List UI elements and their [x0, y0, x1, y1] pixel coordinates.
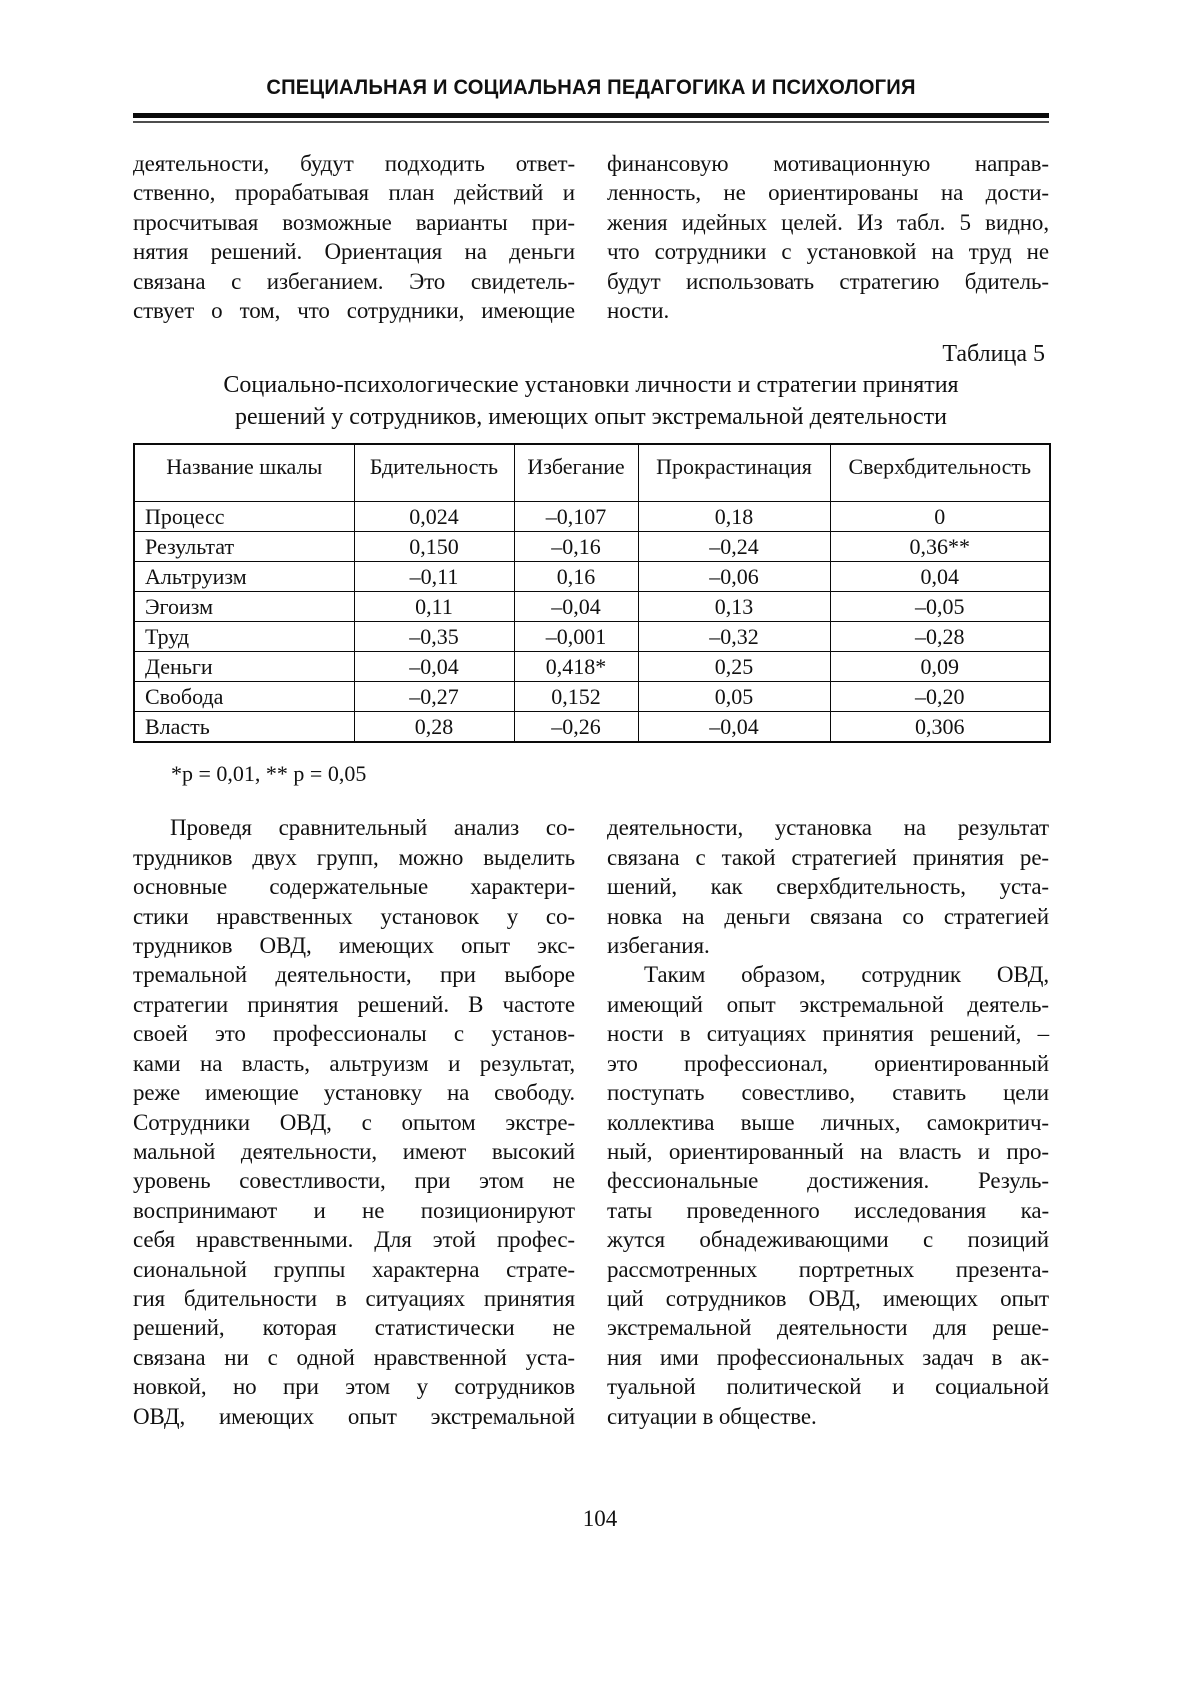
text-line: ОВД, имеющих опыт экстремальной: [133, 1403, 575, 1429]
table-cell-value: 0,024: [354, 502, 514, 532]
text-line: финансовую мотивационную направ-: [607, 151, 1049, 176]
text-line: стики нравственных установок у со-: [133, 903, 575, 929]
body-right-column: [607, 813, 1049, 1431]
text-line: нятия решений. Ориентация на деньги: [133, 239, 575, 265]
text-line: имеющий опыт экстремальной деятель-: [607, 991, 1049, 1017]
table-cell-value: 0,16: [514, 562, 638, 592]
table-cell-scale-name: Деньги: [134, 652, 354, 682]
text-line: это профессионал, ориентированный: [607, 1050, 1049, 1076]
text-line: ситуации в обществе.: [607, 1403, 817, 1429]
table-cell-value: –0,107: [514, 502, 638, 532]
table-row: [134, 622, 1050, 652]
intro-right-column: [607, 149, 1049, 325]
table-cell-value: –0,28: [830, 622, 1050, 652]
text-line: экстремальной деятельности для реше-: [607, 1315, 1049, 1341]
table-cell-value: 0,418*: [514, 652, 638, 682]
table-header-cell: Прокрастинация: [638, 444, 830, 502]
table-cell-scale-name: Власть: [134, 712, 354, 743]
text-line: себя нравственными. Для этой профес-: [133, 1227, 575, 1253]
text-line: фессиональные достижения. Резуль-: [607, 1168, 1049, 1194]
table-cell-value: –0,27: [354, 682, 514, 712]
text-line: трудников двух групп, можно выделить: [133, 844, 575, 870]
table-cell-value: –0,04: [638, 712, 830, 743]
text-line: будут использовать стратегию бдитель-: [607, 268, 1049, 294]
text-line: таты проведенного исследования ка-: [607, 1197, 1049, 1223]
text-line: тремальной деятельности, при выборе: [133, 962, 575, 988]
table-cell-value: 0,25: [638, 652, 830, 682]
table-header-cell: Название шкалы: [134, 444, 354, 502]
text-line: воспринимают и не позиционируют: [133, 1197, 575, 1223]
text-line: деятельности, установка на результат: [607, 815, 1049, 841]
table-cell-value: –0,11: [354, 562, 514, 592]
table-header-cell: Сверхбдительность: [830, 444, 1050, 502]
page-content: [133, 0, 1049, 1431]
text-line: ций сотрудников ОВД, имеющих опыт: [607, 1285, 1049, 1311]
table-header-cell: Бдительность: [354, 444, 514, 502]
table-cell-value: –0,001: [514, 622, 638, 652]
text-line: мальной деятельности, имеют высокий: [133, 1138, 575, 1164]
text-line: избегания.: [607, 933, 710, 959]
table-head: [134, 444, 1050, 502]
text-line: связана ни с одной нравственной уста-: [133, 1344, 575, 1370]
table-cell-value: –0,35: [354, 622, 514, 652]
text-line: поступать совестливо, ставить цели: [607, 1080, 1049, 1106]
text-line: реже имеющие установку на свободу.: [133, 1080, 575, 1106]
text-line: ками на власть, альтруизм и результат,: [133, 1050, 575, 1076]
table-row: [134, 562, 1050, 592]
intro-left-column: [133, 149, 575, 325]
table-cell-value: –0,20: [830, 682, 1050, 712]
text-line: просчитывая возможные варианты при-: [133, 209, 575, 235]
table-row: [134, 652, 1050, 682]
table-cell-value: 0,152: [514, 682, 638, 712]
table-cell-value: –0,24: [638, 532, 830, 562]
table-row: [134, 502, 1050, 532]
correlation-table: [133, 443, 1051, 743]
table-cell-scale-name: Свобода: [134, 682, 354, 712]
table-title-line-2: решений у сотрудников, имеющих опыт экстремальной деятельности: [234, 404, 947, 431]
text-line: своей это профессионалы с установ-: [133, 1021, 575, 1047]
text-line: трудников ОВД, имеющих опыт экс-: [133, 933, 575, 959]
table-cell-scale-name: Результат: [134, 532, 354, 562]
text-line: ленность, не ориентированы на дости-: [607, 180, 1049, 206]
table-cell-scale-name: Альтруизм: [134, 562, 354, 592]
running-head: СПЕЦИАЛЬНАЯ И СОЦИАЛЬНАЯ ПЕДАГОГИКА И ПСИХОЛОГИЯ: [266, 76, 916, 99]
text-line: ный, ориентированный на власть и про-: [607, 1138, 1049, 1164]
table-cell-value: 0,28: [354, 712, 514, 743]
table-cell-value: 0,150: [354, 532, 514, 562]
text-line: новкой, но при этом у сотрудников: [133, 1374, 575, 1400]
text-line: связана с такой стратегией принятия ре-: [607, 844, 1049, 870]
text-line: ствует о том, что сотрудники, имеющие: [133, 298, 575, 324]
text-line: Проведя сравнительный анализ со-: [170, 815, 575, 841]
text-line: ния ими профессиональных задач в ак-: [607, 1344, 1049, 1370]
text-line: стратегии принятия решений. В частоте: [133, 991, 575, 1017]
text-line: ственно, прорабатывая план действий и: [133, 180, 575, 206]
text-line: уровень совестливости, при этом не: [133, 1168, 575, 1194]
table-cell-value: –0,26: [514, 712, 638, 743]
table-cell-value: –0,32: [638, 622, 830, 652]
intro-text-block: [133, 149, 1049, 325]
text-line: жутся обнадеживающими с позиций: [607, 1227, 1049, 1253]
text-line: шений, как сверхбдительность, уста-: [607, 874, 1049, 900]
table-cell-value: –0,06: [638, 562, 830, 592]
text-line: деятельности, будут подходить ответ-: [133, 151, 575, 176]
table-row: [134, 712, 1050, 743]
table-title-line-1: Социально-психологические установки личности и стратегии принятия: [223, 372, 959, 399]
table-cell-scale-name: Труд: [134, 622, 354, 652]
table-cell-scale-name: Процесс: [134, 502, 354, 532]
table-caption: Таблица 5: [942, 341, 1045, 368]
table-cell-value: 0,18: [638, 502, 830, 532]
table-cell-value: –0,05: [830, 592, 1050, 622]
text-line: коллектива выше личных, самокритич-: [607, 1109, 1049, 1135]
table-header-row: [134, 444, 1050, 502]
text-line: ности.: [607, 298, 670, 324]
text-line: что сотрудники с установкой на труд не: [607, 239, 1049, 265]
table-cell-value: 0,13: [638, 592, 830, 622]
table-row: [134, 532, 1050, 562]
text-line: рассмотренных портретных презента-: [607, 1256, 1049, 1282]
table-row: [134, 682, 1050, 712]
table-header-cell: Избегание: [514, 444, 638, 502]
text-line: туальной политической и социальной: [607, 1374, 1049, 1400]
body-text-block: [133, 813, 1049, 1431]
table-cell-value: 0: [830, 502, 1050, 532]
page-number: 104: [582, 1506, 618, 1531]
table-cell-value: –0,04: [354, 652, 514, 682]
table-cell-scale-name: Эгоизм: [134, 592, 354, 622]
text-line: связана с избеганием. Это свидетель-: [133, 268, 575, 294]
text-line: жения идейных целей. Из табл. 5 видно,: [607, 209, 1049, 235]
table-row: [134, 592, 1050, 622]
text-line: новка на деньги связана со стратегией: [607, 903, 1049, 929]
text-line: основные содержательные характери-: [133, 874, 575, 900]
text-line: сиональной группы характерна страте-: [133, 1256, 575, 1282]
table-body: [134, 502, 1050, 743]
table-cell-value: 0,04: [830, 562, 1050, 592]
header-rule: [133, 113, 1049, 123]
text-line: Таким образом, сотрудник ОВД,: [644, 962, 1049, 988]
table-cell-value: –0,04: [514, 592, 638, 622]
text-line: Сотрудники ОВД, с опытом экстре-: [133, 1109, 575, 1135]
table-footnote: *p = 0,01, ** p = 0,05: [171, 761, 367, 787]
text-line: решений, которая статистически не: [133, 1315, 575, 1341]
body-left-column: [133, 813, 575, 1431]
table-cell-value: 0,36**: [830, 532, 1050, 562]
table-cell-value: 0,09: [830, 652, 1050, 682]
table-cell-value: 0,11: [354, 592, 514, 622]
table-cell-value: 0,306: [830, 712, 1050, 743]
table-cell-value: –0,16: [514, 532, 638, 562]
text-line: ности в ситуациях принятия решений, –: [607, 1021, 1049, 1047]
text-line: гия бдительности в ситуациях принятия: [133, 1285, 575, 1311]
table-cell-value: 0,05: [638, 682, 830, 712]
